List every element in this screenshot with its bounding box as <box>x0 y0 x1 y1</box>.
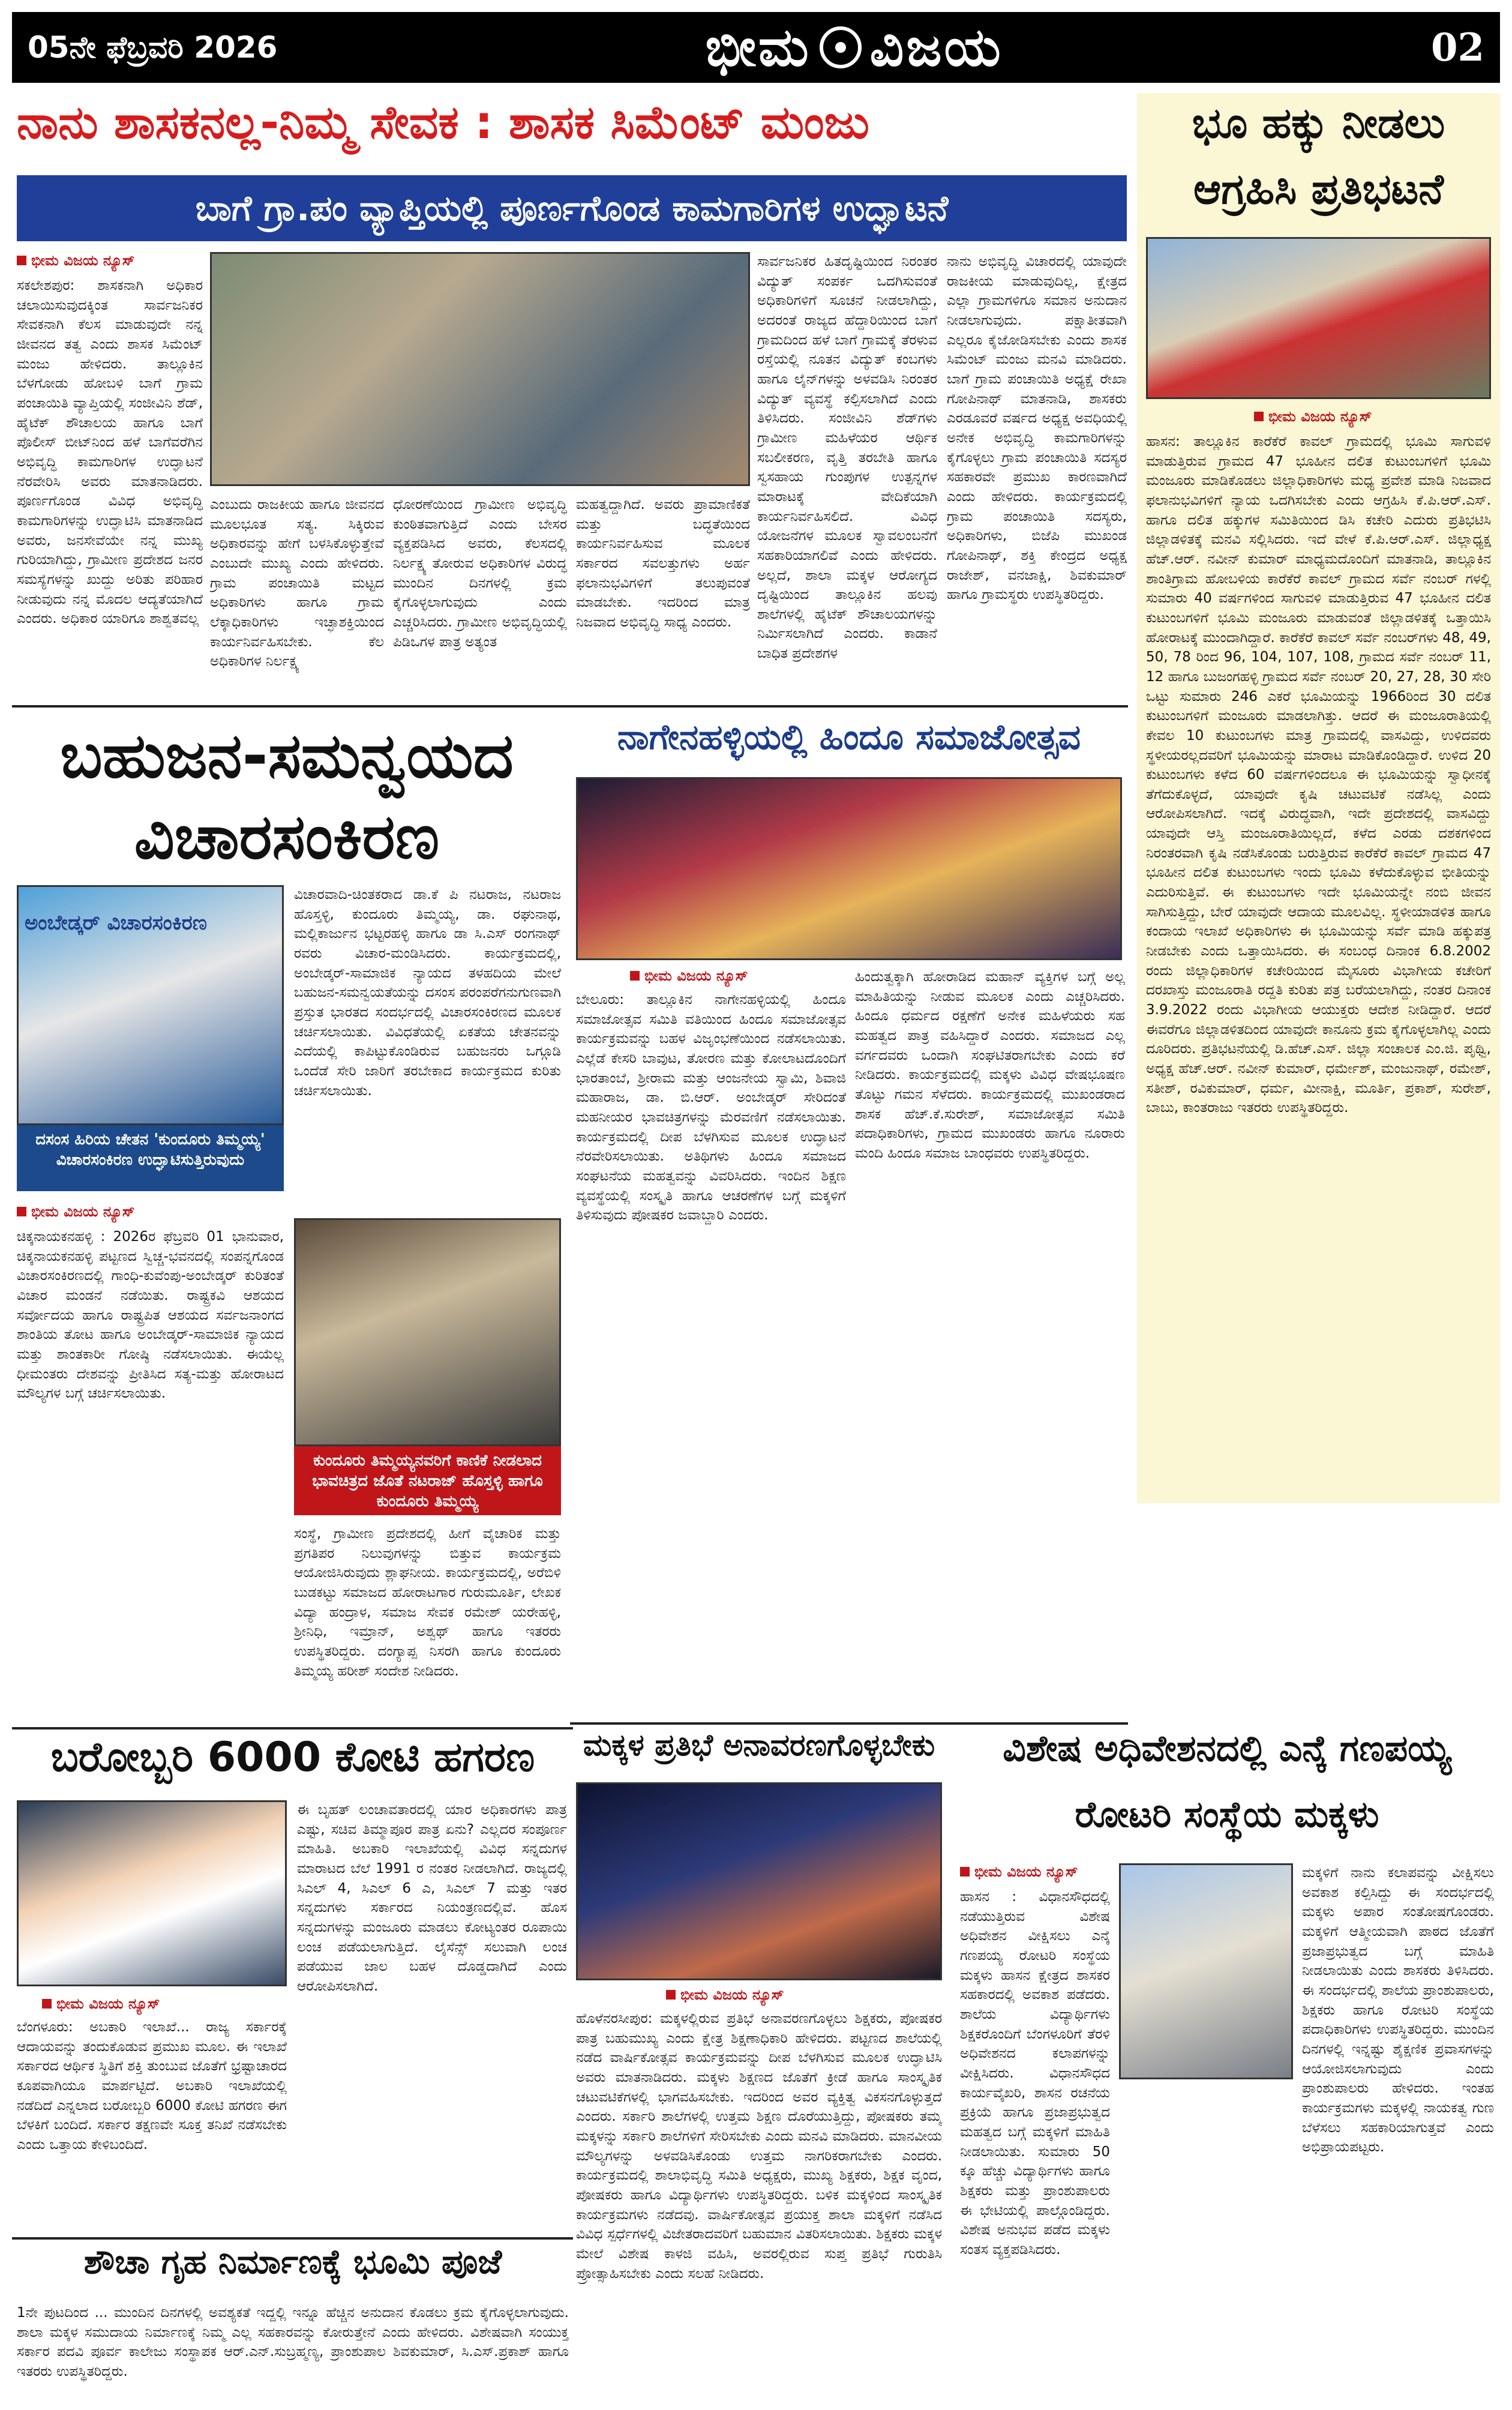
story4-headline: ನಾಗೇನಹಳ್ಳಿಯಲ್ಲಿ ಹಿಂದೂ ಸಮಾಜೋತ್ಸವ <box>617 717 1081 757</box>
story7-headline-line2: ರೋಟರಿ ಸಂಸ್ಥೆಯ ಮಕ್ಕಳು <box>1075 1794 1379 1836</box>
story1-col5: ಸಾರ್ವಜನಿಕರ ಹಿತದೃಷ್ಟಿಯಿಂದ ನಿರಂತರ ವಿದ್ಯುತ್ ಸಂಪರ್ಕ ಒದಗಿಸುವಂತೆ ಅಧಿಕಾರಿಗಳಿಗೆ ಸೂಚನೆ ನೀಡಲಾಗಿದ್ದು, ಅದರಂತೆ ರಾಜ್ಯದ ಹೆದ್ದಾರಿಯಿಂದ ಬಾಗೆ ಗ್ರಾಮದಿಂದ ಹಳೆ ಬಾಗೆ ಗ್ರಾಮಕ್ಕೆ ತೆರಳುವ ರಸ್ತೆಯಲ್ಲಿ ನೂತನ ವಿದ್ಯುತ್ ಕಂಬಗಳು ಹಾಗೂ ಲೈನ್‌ಗಳನ್ನು ಅಳವಡಿಸಿ ನಿರಂತರ ವಿದ್ಯುತ್ ವ್ಯವಸ್ಥೆ ಕಲ್ಪಿಸಲಾಗಿದೆ ಎಂದು ತಿಳಿಸಿದರು. ಸಂಜೀವಿನಿ ಶೆಡ್‌ಗಳು ಗ್ರಾಮೀಣ ಮಹಿಳೆಯರ ಆರ್ಥಿಕ ಸಬಲೀಕರಣ, ವೃತ್ತಿ ತರಬೇತಿ ಹಾಗೂ ಸ್ವಸಹಾಯ ಗುಂಪುಗಳ ಉತ್ಪನ್ನಗಳ ಮಾರಾಟಕ್ಕೆ ವೇದಿಕೆಯಾಗಿ ಕಾರ್ಯನಿರ್ವಹಿಸಲಿದೆ. ವಿವಿಧ ಯೋಜನೆಗಳ ಮೂಲಕ ಸ್ವಾವಲಂಬನೆಗೆ ಸಹಕಾರಿಯಾಗಲಿವೆ ಎಂದು ಹೇಳಿದರು. ಅಲ್ಲದೆ, ಶಾಲಾ ಮಕ್ಕಳ ಆರೋಗ್ಯದ ದೃಷ್ಟಿಯಿಂದ ತಾಲ್ಲೂಕಿನ ಹಲವು ಶಾಲೆಗಳಲ್ಲಿ ಹೈಟೆಕ್ ಶೌಚಾಲಯಗಳನ್ನು ನಿರ್ಮಿಸಲಾಗಿದೆ ಎಂದರು. ಕಾಡಾನೆ ಬಾಧಿತ ಪ್ರದೇಶಗಳ <box>757 254 937 662</box>
story3-caption1: ದಸಂಸ ಹಿರಿಯ ಚೇತನ 'ಕುಂದೂರು ತಿಮ್ಮಯ್ಯ' ವಿಚಾರಸಂಕಿರಣ ಉದ್ಘಾಟಿಸುತ್ತಿರುವುದು <box>17 1125 284 1191</box>
logo-text-left: ಭೀಮ <box>705 16 811 78</box>
story1-byline <box>17 252 203 271</box>
story3-byline <box>17 1203 284 1222</box>
story5-photo <box>17 1800 287 1986</box>
story7-col2: ಮಕ್ಕಳಿಗೆ ನಾನು ಕಲಾಪವನ್ನು ವೀಕ್ಷಿಸಲು ಅವಕಾಶ ಕಲ್ಪಿಸಿದ್ದು ಈ ಸಂದರ್ಭದಲ್ಲಿ ಮಕ್ಕಳು ಅಪಾರ ಸಂತೋಷಗೊಂಡರು. ಮಕ್ಕಳಿಗೆ ಆತ್ಮೀಯವಾಗಿ ಪಾಠದ ಜೊತೆಗೆ ಪ್ರಜಾಪ್ರಭುತ್ವದ ಬಗ್ಗೆ ಮಾಹಿತಿ ನೀಡಲಾಯಿತು ಎಂದು ಶಾಸಕರು ತಿಳಿಸಿದರು. ಈ ಸಂದರ್ಭದಲ್ಲಿ ಶಾಲೆಯ ಪ್ರಾಂಶುಪಾಲರು, ಶಿಕ್ಷಕರು ಹಾಗೂ ರೋಟರಿ ಸಂಸ್ಥೆಯ ಪದಾಧಿಕಾರಿಗಳು ಉಪಸ್ಥಿತರಿದ್ದರು. ಮುಂದಿನ ದಿನಗಳಲ್ಲಿ ಇನ್ನಷ್ಟು ಶೈಕ್ಷಣಿಕ ಪ್ರವಾಸಗಳನ್ನು ಆಯೋಜಿಸಲಾಗುವುದು ಎಂದು ಪ್ರಾಂಶುಪಾಲರು ಹೇಳಿದರು. ಇಂತಹ ಕಾರ್ಯಕ್ರಮಗಳು ಮಕ್ಕಳಲ್ಲಿ ನಾಯಕತ್ವ ಗುಣ ಬೆಳೆಸಲು ಸಹಕಾರಿಯಾಗುತ್ತವೆ ಎಂದು ಅಭಿಪ್ರಾಯಪಟ್ಟರು. <box>1302 1865 1494 2156</box>
story4-col1: ಬೇಲೂರು: ತಾಲ್ಲೂಕಿನ ನಾಗೇನಹಳ್ಳಿಯಲ್ಲಿ ಹಿಂದೂ ಸಮಾಜೋತ್ಸವ ಸಮಿತಿ ವತಿಯಿಂದ ಹಿಂದೂ ಸಮಾಜೋತ್ಸವ ಕಾರ್ಯಕ್ರಮವನ್ನು ಬಹಳ ವಿಜೃಂಭಣೆಯಿಂದ ನಡೆಸಲಾಯಿತು. ಎಲ್ಲೆಡೆ ಕೇಸರಿ ಬಾವುಟ, ತೋರಣ ಮತ್ತು ಕೋಲಾಟದೊಂದಿಗೆ ಭಾರತಾಂಬೆ, ಶ್ರೀರಾಮ ಮತ್ತು ಆಂಜನೇಯ ಸ್ವಾಮಿ, ಶಿವಾಜಿ ಮಹಾರಾಜ, ಡಾ. ಬಿ.ಆರ್. ಅಂಬೇಡ್ಕರ್ ಸೇರಿದಂತೆ ಮಹನೀಯರ ಭಾವಚಿತ್ರಗಳನ್ನು ಮೆರವಣಿಗೆ ನಡೆಸಲಾಯಿತು. ಕಾರ್ಯಕ್ರಮದಲ್ಲಿ ದೀಪ ಬೆಳಗಿಸುವ ಮೂಲಕ ಉದ್ಘಾಟನೆ ನೆರವೇರಿಸಲಾಯಿತು. ಅತಿಥಿಗಳು ಹಿಂದೂ ಸಮಾಜದ ಸಂಘಟನೆಯ ಮಹತ್ವವನ್ನು ವಿವರಿಸಿದರು. ಇಂದಿನ ಶಿಕ್ಷಣ ವ್ಯವಸ್ಥೆಯಲ್ಲಿ ಸಂಸ್ಕೃತಿ ಹಾಗೂ ಆಚರಣೆಗಳ ಬಗ್ಗೆ ಮಕ್ಕಳಿಗೆ ತಿಳಿಸುವುದು ಪೋಷಕರ ಜವಾಬ್ದಾರಿ ಎಂದರು. <box>576 992 846 1224</box>
story7-photo <box>1119 1863 1293 2079</box>
byline-text: ಭೀಮ ವಿಜಯ ನ್ಯೂಸ್ <box>17 1203 284 1220</box>
story1-col2: ಎಂಬುದು ರಾಜಕೀಯ ಹಾಗೂ ಜೀವನದ ಮೂಲಭೂತ ಸತ್ಯ. ಸಿಕ್ಕಿರುವ ಅಧಿಕಾರವನ್ನು ಹೇಗೆ ಬಳಸಿಕೊಳ್ಳುತ್ತೇವೆ ಎಂಬುದೇ ಮುಖ್ಯ ಎಂದು ಹೇಳಿದರು. ಗ್ರಾಮ ಪಂಚಾಯಿತಿ ಮಟ್ಟದ ಅಧಿಕಾರಿಗಳು ಹಾಗೂ ಗ್ರಾಮ ಲೆಕ್ಕಾಧಿಕಾರಿಗಳು ಇಚ್ಛಾಶಕ್ತಿಯಿಂದ ಕಾರ್ಯನಿರ್ವಹಿಸಬೇಕು. ಕೆಲ ಅಧಿಕಾರಿಗಳ ನಿರ್ಲಕ್ಷ್ಯ <box>210 497 384 670</box>
story3-text-b: ಚಿಕ್ಕನಾಯಕನಹಳ್ಳಿ : 2026ರ ಫೆಬ್ರವರಿ 01 ಭಾನುವಾರ, ಚಿಕ್ಕನಾಯಕನಹಳ್ಳಿ ಪಟ್ಟಣದ ಸ್ವಿಚ್ಚ-ಭವನದಲ್ಲಿ ಸಂಪನ್ನಗೊಂಡ ವಿಚಾರಸಂಕಿರಣದಲ್ಲಿ ಗಾಂಧಿ-ಕುವೆಂಪು-ಅಂಬೇಡ್ಕರ್ ಕುರಿತಂತೆ ವಿಚಾರ ಮಂಡನೆ ನಡೆಯಿತು. ರಾಷ್ಟ್ರಕವಿ ಆಶಯದ ಸರ್ವೋದಯ ಹಾಗೂ ರಾಷ್ಟ್ರಪಿತ ಆಶಯದ ಸರ್ವಜನಾಂಗದ ಶಾಂತಿಯ ತೋಟ ಹಾಗೂ ಅಂಬೇಡ್ಕರ್-ಸಾಮಾಜಿಕ ನ್ಯಾಯದ ಮತ್ತು ಶಾಂತಕಾರೀ ಗೋಷ್ಠಿ ನಡೆಸಲಾಯಿತು. ಈಯೆಲ್ಲ ಧೀಮಂತರು ದೇಶವನ್ನು ಪ್ರೀತಿಸಿದ ಸತ್ಯ-ಮತ್ತು ಹೋರಾಟದ ಮೌಲ್ಯಗಳ ಬಗ್ಗೆ ಚರ್ಚಿಸಲಾಯಿತು. <box>17 1229 284 1402</box>
story1-col3: ಧೋರಣೆಯಿಂದ ಗ್ರಾಮೀಣ ಅಭಿವೃದ್ಧಿ ಕುಂಠಿತವಾಗುತ್ತಿದೆ ಎಂದು ಬೇಸರ ವ್ಯಕ್ತಪಡಿಸಿದ ಅವರು, ಕೆಲಸದಲ್ಲಿ ನಿರ್ಲಕ್ಷ್ಯ ತೋರುವ ಅಧಿಕಾರಿಗಳ ವಿರುದ್ಧ ಮುಂದಿನ ದಿನಗಳಲ್ಲಿ ಕ್ರಮ ಕೈಗೊಳ್ಳಲಾಗುವುದು ಎಂದು ಎಚ್ಚರಿಸಿದರು. ಗ್ರಾಮೀಣ ಅಭಿವೃದ್ಧಿಯಲ್ಲಿ ಪಿಡಿಒಗಳ ಪಾತ್ರ ಅತ್ಯಂತ <box>393 497 567 650</box>
story2-photo <box>1146 237 1491 399</box>
divider <box>570 1722 1128 1725</box>
story6-text: ಹೊಳೆನರಸೀಪುರ: ಮಕ್ಕಳಲ್ಲಿರುವ ಪ್ರತಿಭೆ ಅನಾವರಣಗೊಳ್ಳಲು ಶಿಕ್ಷಕರು, ಪೋಷಕರ ಪಾತ್ರ ಬಹುಮುಖ್ಯ ಎಂದು ಕ್ಷೇತ್ರ ಶಿಕ್ಷಣಾಧಿಕಾರಿ ಹೇಳಿದರು. ಪಟ್ಟಣದ ಶಾಲೆಯಲ್ಲಿ ನಡೆದ ವಾರ್ಷಿಕೋತ್ಸವ ಕಾರ್ಯಕ್ರಮವನ್ನು ದೀಪ ಬೆಳಗಿಸುವ ಮೂಲಕ ಉದ್ಘಾಟಿಸಿ ಅವರು ಮಾತನಾಡಿದರು. ಮಕ್ಕಳು ಶಿಕ್ಷಣದ ಜೊತೆಗೆ ಕ್ರೀಡೆ ಹಾಗೂ ಸಾಂಸ್ಕೃತಿಕ ಚಟುವಟಿಕೆಗಳಲ್ಲಿ ಭಾಗವಹಿಸಬೇಕು. ಇದರಿಂದ ಅವರ ವ್ಯಕ್ತಿತ್ವ ವಿಕಸನಗೊಳ್ಳುತ್ತದೆ ಎಂದರು. ಸರ್ಕಾರಿ ಶಾಲೆಗಳಲ್ಲಿ ಉತ್ತಮ ಶಿಕ್ಷಣ ದೊರೆಯುತ್ತಿದ್ದು, ಪೋಷಕರು ತಮ್ಮ ಮಕ್ಕಳನ್ನು ಸರ್ಕಾರಿ ಶಾಲೆಗಳಿಗೆ ಸೇರಿಸಬೇಕು ಎಂದು ಮನವಿ ಮಾಡಿದರು. ಮಾನವೀಯ ಮೌಲ್ಯಗಳನ್ನು ಅಳವಡಿಸಿಕೊಂಡು ಉತ್ತಮ ನಾಗರಿಕರಾಗಬೇಕು ಎಂದರು. ಕಾರ್ಯಕ್ರಮದಲ್ಲಿ ಶಾಲಾಭಿವೃದ್ಧಿ ಸಮಿತಿ ಅಧ್ಯಕ್ಷರು, ಮುಖ್ಯ ಶಿಕ್ಷಕರು, ಶಿಕ್ಷಕ ವೃಂದ, ಪೋಷಕರು ಹಾಗೂ ವಿದ್ಯಾರ್ಥಿಗಳು ಉಪಸ್ಥಿತರಿದ್ದರು. ಬಳಿಕ ಮಕ್ಕಳಿಂದ ಸಾಂಸ್ಕೃತಿಕ ಕಾರ್ಯಕ್ರಮಗಳು ನಡೆದವು. ವಾರ್ಷಿಕೋತ್ಸವ ಪ್ರಯುಕ್ತ ಶಾಲಾ ಮಕ್ಕಳಿಗೆ ನಡೆಸಿದ ವಿವಿಧ ಸ್ಪರ್ಧೆಗಳಲ್ಲಿ ವಿಜೇತರಾದವರಿಗೆ ಬಹುಮಾನ ವಿತರಿಸಲಾಯಿತು. ಶಿಕ್ಷಕರು ಮಕ್ಕಳ ಮೇಲೆ ವಿಶೇಷ ಕಾಳಜಿ ವಹಿಸಿ, ಅವರಲ್ಲಿರುವ ಸುಪ್ತ ಪ್ರತಿಭೆ ಗುರುತಿಸಿ ಪ್ರೋತ್ಸಾಹಿಸಬೇಕು ಎಂದು ಸಲಹೆ ನೀಡಿದರು. <box>576 2011 942 2282</box>
divider <box>12 2237 573 2240</box>
story2-byline <box>1254 408 1434 427</box>
story4-col2: ಹಿಂದುತ್ವಕ್ಕಾಗಿ ಹೋರಾಡಿದ ಮಹಾನ್ ವ್ಯಕ್ತಿಗಳ ಬಗ್ಗೆ ಅಲ್ಲ ಮಾಹಿತಿಯನ್ನು ನೀಡುವ ಮೂಲಕ ಎಂದು ಎಚ್ಚರಿಸಿದರು. ಹಿಂದೂ ಧರ್ಮದ ರಕ್ಷಣೆಗೆ ಅನೇಕ ಮಹಿಳೆಯರು ಸಹ ಮಹತ್ವದ ಪಾತ್ರ ವಹಿಸಿದ್ದಾರೆ ಎಂದರು. ಸಮಾಜದ ಎಲ್ಲ ವರ್ಗದವರು ಒಂದಾಗಿ ಸಂಘಟಿತರಾಗಬೇಕು ಎಂದು ಕರೆ ನೀಡಿದರು. ಕಾರ್ಯಕ್ರಮದಲ್ಲಿ ಮಕ್ಕಳು ವಿವಿಧ ವೇಷಭೂಷಣ ತೊಟ್ಟು ಗಮನ ಸೆಳೆದರು. ಕಾರ್ಯಕ್ರಮದಲ್ಲಿ ಮುಖಂಡರಾದ ಶಾಸಕ ಹೆಚ್.ಕೆ.ಸುರೇಶ್, ಸಮಾಜೋತ್ಸವ ಸಮಿತಿ ಪದಾಧಿಕಾರಿಗಳು, ಗ್ರಾಮದ ಮುಖಂಡರು ಹಾಗೂ ನೂರಾರು ಮಂದಿ ಹಿಂದೂ ಸಮಾಜ ಬಾಂಧವರು ಉಪಸ್ಥಿತರಿದ್ದರು. <box>855 969 1125 1161</box>
story6-photo <box>576 1782 942 1980</box>
story3-headline-line1: ಬಹುಜನ-ಸಮನ್ವಯದ <box>60 719 514 792</box>
story3-photo2 <box>294 1218 561 1446</box>
poster-banner-text: ಅಂಬೇಡ್ಕರ್ ವಿಚಾರಸಂಕಿರಣ <box>25 911 207 935</box>
divider <box>12 705 1128 708</box>
story3-photo1 <box>17 885 284 1125</box>
story6-byline <box>666 1986 846 2006</box>
story1-headline: ನಾನು ಶಾಸಕನಲ್ಲ-ನಿಮ್ಮ ಸೇವಕ : ಶಾಸಕ ಸಿಮೆಂಟ್ ಮಂಜು <box>17 96 869 149</box>
byline-text: ಭೀಮ ವಿಜಯ ನ್ಯೂಸ್ <box>1254 408 1434 425</box>
story5-text-a: ಈ ಬೃಹತ್ ಲಂಚಾವತಾರದಲ್ಲಿ ಯಾರ ಅಧಿಕಾರಗಳು ಪಾತ್ರ ಎಷ್ಟು, ಸಚಿವ ತಿಮ್ಮಾಪೂರ ಪಾತ್ರ ಏನು? ಎಲ್ಲದರ ಸಂಪೂರ್ಣ ಮಾಹಿತಿ. ಅಬಕಾರಿ ಇಲಾಖೆಯಲ್ಲಿ ವಿವಿಧ ಸನ್ನದುಗಳ ಮಾರಾಟದ ಬೆಲೆ 1991 ರ ನಂತರ ನೀಡಲಾಗಿದೆ. ರಾಜ್ಯದಲ್ಲಿ ಸಿಎಲ್ 4, ಸಿಎಲ್ 6 ಎ, ಸಿಎಲ್ 7 ಮತ್ತು ಇತರ ಸನ್ನದುಗಳು ಸರ್ಕಾರದ ನಿಯಂತ್ರಣದಲ್ಲಿವೆ. ಹೊಸ ಸನ್ನದುಗಳನ್ನು ಮಂಜೂರು ಮಾಡಲು ಕೋಟ್ಯಂತರ ರೂಪಾಯಿ ಲಂಚ ಪಡೆಯಲಾಗುತ್ತಿದೆ. ಲೈಸೆನ್ಸ್ ಸಲುವಾಗಿ ಲಂಚ ಪಡೆಯುವ ಜಾಲ ಬಹಳ ದೊಡ್ಡದಾಗಿದೆ ಎಂದು ಆರೋಪಿಸಲಾಗಿದೆ. <box>297 1802 567 1994</box>
story1-subhead: ಬಾಗೆ ಗ್ರಾ.ಪಂ ವ್ಯಾಪ್ತಿಯಲ್ಲಿ ಪೂರ್ಣಗೊಂಡ ಕಾಮಗಾರಿಗಳ ಉದ್ಘಾಟನೆ <box>17 175 1127 241</box>
story5-text-b: ಬೆಂಗಳೂರು: ಅಬಕಾರಿ ಇಲಾಖೆ... ರಾಜ್ಯ ಸರ್ಕಾರಕ್ಕೆ ಆದಾಯವನ್ನು ತಂದುಕೊಡುವ ಪ್ರಮುಖ ಮೂಲ. ಈ ಇಲಾಖೆ ಸರ್ಕಾರದ ಆರ್ಥಿಕ ಸ್ಥಿತಿಗೆ ಶಕ್ತಿ ತುಂಬುವ ಜೊತೆಗೆ ಭ್ರಷ್ಟಾಚಾರದ ಕೂಪವಾಗಿಯೂ ಮಾರ್ಪಟ್ಟಿದೆ. ಅಬಕಾರಿ ಇಲಾಖೆಯಲ್ಲಿ ನಡೆದಿದೆ ಎನ್ನಲಾದ ಬರೋಬ್ಬರಿ 6000 ಕೋಟಿ ಹಗರಣ ಈಗ ಬೆಳಕಿಗೆ ಬಂದಿದೆ. ಸರ್ಕಾರ ತಕ್ಷಣವೇ ಸೂಕ್ತ ತನಿಖೆ ನಡೆಸಬೇಕು ಎಂದು ಒತ್ತಾಯ ಕೇಳಿಬಂದಿದೆ. <box>17 2019 287 2153</box>
ashoka-chakra-icon <box>820 26 862 68</box>
story7-byline <box>960 1863 1140 1883</box>
story2-headline-line1: ಭೂ ಹಕ್ಕು ನೀಡಲು <box>1192 98 1445 148</box>
story2-text: ಹಾಸನ: ತಾಲ್ಲೂಕಿನ ಕಾರೆಕೆರೆ ಕಾವಲ್ ಗ್ರಾಮದಲ್ಲಿ ಭೂಮಿ ಸಾಗುವಳಿ ಮಾಡುತ್ತಿರುವ ಗ್ರಾಮದ 47 ಭೂಹೀನ ದಲಿತ ಕುಟುಂಬಗಳಿಗೆ ಭೂಮಿ ಮಂಜೂರು ಮಾಡಿಕೊಡಲು ಜಿಲ್ಲಾಧಿಕಾರಿಗಳು ಮಧ್ಯ ಪ್ರವೇಶ ಮಾಡಿ ನಿಜವಾದ ಫಲಾನುಭವಿಗಳಿಗೆ ನ್ಯಾಯ ಒದಗಿಸಬೇಕು ಎಂದು ಆಗ್ರಹಿಸಿ ಕೆ.ಪಿ.ಆರ್.ಎಸ್. ಹಾಗೂ ದಲಿತ ಹಕ್ಕುಗಳ ಸಮಿತಿಯಿಂದ ಡಿಸಿ ಕಚೇರಿ ಎದುರು ಪ್ರತಿಭಟಿಸಿ ಜಿಲ್ಲಾಡಳಿತಕ್ಕೆ ಮನವಿ ಸಲ್ಲಿಸಿದರು. ಇದೆ ವೇಳೆ ಕೆ.ಪಿ.ಆರ್.ಎಸ್. ಜಿಲ್ಲಾಧ್ಯಕ್ಷ ಹೆಚ್.ಆರ್. ನವೀನ್ ಕುಮಾರ್ ಮಾಧ್ಯಮದೊಂದಿಗೆ ಮಾತನಾಡಿ, ತಾಲ್ಲೂಕಿನ ಶಾಂತಿಗ್ರಾಮ ಹೋಬಳಿಯ ಕಾರೆಕೆರೆ ಕಾವಲ್ ಗ್ರಾಮದ ಸರ್ವೆ ನಂಬರ್ ಗಳಲ್ಲಿ ಸುಮಾರು 40 ವರ್ಷಗಳಿಂದ ಸಾಗುವಳಿ ಮಾಡುತ್ತಿರುವ 47 ಭೂಹೀನ ದಲಿತ ಕುಟುಂಬಗಳಿಗೆ ಭೂಮಿ ಮಂಜೂರು ಮಾಡುವಂತೆ ಜಿಲ್ಲಾಡಳಿತಕ್ಕೆ ಒತ್ತಾಯಿಸಿ ಹೋರಾಟಕ್ಕೆ ಮುಂದಾಗಿದ್ದಾರೆ. ಕಾರೆಕೆರೆ ಕಾವಲ್ ಸರ್ವೆ ನಂಬರ್‌ಗಳು 48, 49, 50, 78 ರಿಂದ 96, 104, 107, 108, ಗ್ರಾಮದ ಸರ್ವೆ ನಂಬರ್ 11, 12 ಹಾಗೂ ಬುಜಂಗಹಳ್ಳಿ ಗ್ರಾಮದ ಸರ್ವೆ ನಂಬರ್ 20, 27, 28, 30 ಸೇರಿ ಒಟ್ಟು ಸುಮಾರು 246 ಎಕರೆ ಭೂಮಿಯನ್ನು 1966ರಿಂದ 30 ದಲಿತ ಕುಟುಂಬಗಳಿಗೆ ಮಂಜೂರು ಮಾಡಲಾಗಿತ್ತು. ಆದರೆ ಈ ಮಂಜೂರಾತಿಯಲ್ಲಿ ಕೇವಲ 10 ಕುಟುಂಬಗಳು ಮಾತ್ರ ಗ್ರಾಮದಲ್ಲಿ ವಾಸವಿದ್ದು, ಉಳಿದವರು ಸ್ಥಳೀಯರಲ್ಲದವರಿಗೆ ಭೂಮಿಯನ್ನು ಮಾರಾಟ ಮಾಡಿಕೊಂಡಿದ್ದಾರೆ. ಉಳಿದ 20 ಕುಟುಂಬಗಳು ಕಳೆದ 60 ವರ್ಷಗಳಿಂದಲೂ ಈ ಭೂಮಿಯನ್ನು ಸ್ವಾಧೀನಕ್ಕೆ ತೆಗೆದುಕೊಳ್ಳದೆ, ಯಾವುದೇ ಕೃಷಿ ಚಟುವಟಿಕೆ ನಡೆಸಿಲ್ಲ ಎಂದು ಆರೋಪಿಸಲಾಗಿದೆ. ಇದಕ್ಕೆ ವಿರುದ್ಧವಾಗಿ, ಇದೇ ಪ್ರದೇಶದಲ್ಲಿ ವಾಸವಿದ್ದು ಯಾವುದೇ ಆಸ್ತಿ ಮಂಜೂರಾತಿಯಿಲ್ಲದೆ, ಕಳೆದ ಎರಡು ದಶಕಗಳಿಂದ ನಿರಂತರವಾಗಿ ಕೃಷಿ ನಡೆಸಿಕೊಂಡು ಬರುತ್ತಿರುವ ಕಾರೆಕೆರೆ ಕಾವಲ್ ಗ್ರಾಮದ 47 ಭೂಹೀನ ದಲಿತ ಕುಟುಂಬಗಳು ಇಂದು ಭೂಮಿ ಕಳೆದುಕೊಳ್ಳುವ ಭೀತಿಯನ್ನು ಎದುರಿಸುತ್ತಿವೆ. ಈ ಕುಟುಂಬಗಳು ಇದೇ ಭೂಮಿಯನ್ನೇ ನಂಬಿ ಜೀವನ ಸಾಗಿಸುತ್ತಿದ್ದು, ಬೇರೆ ಯಾವುದೇ ಆದಾಯ ಮೂಲವಿಲ್ಲ. ಸ್ಥಳೀಯಾಡಳಿತ ಹಾಗೂ ಕಂದಾಯ ಇಲಾಖೆ ಅಧಿಕಾರಿಗಳು ಈ ಭೂಮಿಯನ್ನು ಸರ್ವೆ ಮಾಡಿ ಹಕ್ಕುಪತ್ರ ನೀಡಬೇಕು ಎಂದು ಒತ್ತಾಯಿಸಿದರು. ಈ ಸಂಬಂಧ ದಿನಾಂಕ 6.8.2002 ರಂದು ಜಿಲ್ಲಾಧಿಕಾರಿಗಳ ಕಚೇರಿಯಿಂದ ಮೈಸೂರು ವಿಭಾಗೀಯ ಕಚೇರಿಗೆ ದರಖಾಸ್ತು ಮಂಜೂರಾತಿ ರದ್ದತಿ ಕುರಿತು ಪತ್ರ ಬರೆಯಲಾಗಿದ್ದು, ನಂತರ ದಿನಾಂಕ 3.9.2022 ರಂದು ವಿಭಾಗೀಯ ಆಯುಕ್ತರು ಆದೇಶ ನೀಡಿದ್ದಾರೆ. ಆದರೆ ಈವರೆಗೂ ಜಿಲ್ಲಾಡಳಿತದಿಂದ ಯಾವುದೇ ಕಾನೂನು ಕ್ರಮ ಕೈಗೊಳ್ಳಲಾಗಿಲ್ಲ ಎಂದು ದೂರಿದರು. ಪ್ರತಿಭಟನೆಯಲ್ಲಿ ಡಿ.ಹೆಚ್.ಎಸ್. ಜಿಲ್ಲಾ ಸಂಚಾಲಕ ಎಂ.ಜಿ. ಪೃಥ್ವಿ, ಅಧ್ಯಕ್ಷ ಹೆಚ್.ಆರ್. ನವೀನ್ ಕುಮಾರ್, ಧರ್ಮೇಶ್, ಮಂಜುನಾಥ್, ರಮೇಶ್, ಸತೀಶ್, ರವಿಕುಮಾರ್, ಧರ್ಮ, ಮೀನಾಕ್ಷಿ, ಮೂರ್ತಿ, ಪ್ರಕಾಶ್, ಸುರೇಶ್, ಬಾಬು, ಕಾಂತರಾಜು ಇತರರು ಉಪಸ್ಥಿತರಿದ್ದರು. <box>1146 434 1491 1116</box>
story5-byline <box>42 1995 282 2015</box>
byline-text: ಭೀಮ ವಿಜಯ ನ್ಯೂಸ್ <box>630 967 810 984</box>
newspaper-logo <box>705 16 1003 79</box>
story4-byline <box>630 967 810 987</box>
story1-photo <box>210 252 750 486</box>
story6-headline: ಮಕ್ಕಳ ಪ್ರತಿಭೆ ಅನಾವರಣಗೊಳ್ಳಬೇಕು <box>583 1728 935 1762</box>
logo-text-right: ವಿಜಯ <box>869 16 1003 78</box>
story1-col1: ಸಕಲೇಶಪುರ: ಶಾಸಕನಾಗಿ ಅಧಿಕಾರ ಚಲಾಯಿಸುವುದಕ್ಕಿಂತ ಸಾರ್ವಜನಿಕರ ಸೇವಕನಾಗಿ ಕೆಲಸ ಮಾಡುವುದೇ ನನ್ನ ಜೀವನದ ತತ್ವ ಎಂದು ಶಾಸಕ ಸಿಮೆಂಟ್ ಮಂಜು ಹೇಳಿದರು. ತಾಲ್ಲೂಕಿನ ಬೆಳಗೋಡು ಹೋಬಳಿ ಬಾಗೆ ಗ್ರಾಮ ಪಂಚಾಯಿತಿ ವ್ಯಾಪ್ತಿಯಲ್ಲಿ ಸಂಜೀವಿನಿ ಶೆಡ್, ಹೈಟೆಕ್ ಶೌಚಾಲಯ ಹಾಗೂ ಬಾಗೆ ಪೊಲೀಸ್ ಬೀಟ್‌ನಿಂದ ಹಳೆ ಬಾಗೆವರೆಗಿನ ಅಭಿವೃದ್ಧಿ ಕಾಮಗಾರಿಗಳ ಉದ್ಘಾಟನೆ ನೆರವೇರಿಸಿ ಅವರು ಮಾತನಾಡಿದರು. ಪೂರ್ಣಗೊಂಡ ವಿವಿಧ ಅಭಿವೃದ್ಧಿ ಕಾಮಗಾರಿಗಳನ್ನು ಉದ್ಘಾಟಿಸಿ ಮಾತನಾಡಿದ ಅವರು, ಜನಸೇವೆಯೇ ನನ್ನ ಮುಖ್ಯ ಗುರಿಯಾಗಿದ್ದು, ಗ್ರಾಮೀಣ ಪ್ರದೇಶದ ಜನರ ಸಮಸ್ಯೆಗಳನ್ನು ಖುದ್ದು ಅರಿತು ಪರಿಹಾರ ನೀಡುವುದು ನನ್ನ ಮೊದಲ ಆದ್ಯತೆಯಾಗಿದೆ ಎಂದರು. ಅಧಿಕಾರ ಯಾರಿಗೂ ಶಾಶ್ವತವಲ್ಲ <box>17 278 203 627</box>
story3-text-c: ಸಂಸ್ಥೆ, ಗ್ರಾಮೀಣ ಪ್ರದೇಶದಲ್ಲಿ ಹೀಗೆ ವೈಚಾರಿಕ ಮತ್ತು ಪ್ರಗತಿಪರ ನಿಲುವುಗಳನ್ನು ಬಿತ್ತುವ ಕಾರ್ಯಕ್ರಮ ಆಯೋಜಿಸಿರುವುದು ಶ್ಲಾಘನೀಯ. ಕಾರ್ಯಕ್ರಮದಲ್ಲಿ, ಅರೆಬಿಳಿ ಬುಡಕಟ್ಟು ಸಮಾಜದ ಹೋರಾಟಗಾರ ಗುರುಮೂರ್ತಿ, ಲೇಖಕ ವಿದ್ಯಾ ಹಂದ್ರಾಳ, ಸಮಾಜ ಸೇವಕ ರಮೇಶ್ ಯರೇಹಳ್ಳಿ, ಶ್ರೀನಿಧಿ, ಇಮ್ರಾನ್, ಅಶ್ವಥ್ ಹಾಗೂ ಇತರರು ಉಪಸ್ಥಿತರಿದ್ದರು. ದಂಗ್ಯಾಪ್ಪ ನಿಸರಗಿ ಹಾಗೂ ಕುಂದೂರು ತಿಮ್ಮಯ್ಯ ಹರೀಶ್ ಸಂದೇಶ ನೀಡಿದರು. <box>294 1526 561 1679</box>
story1-col4: ಮಹತ್ವದ್ದಾಗಿದೆ. ಅವರು ಪ್ರಾಮಾಣಿಕತೆ ಮತ್ತು ಬದ್ಧತೆಯಿಂದ ಕಾರ್ಯನಿರ್ವಹಿಸುವ ಮೂಲಕ ಸರ್ಕಾರದ ಸವಲತ್ತುಗಳು ಅರ್ಹ ಫಲಾನುಭವಿಗಳಿಗೆ ತಲುಪುವಂತೆ ಮಾಡಬೇಕು. ಇದರಿಂದ ಮಾತ್ರ ನಿಜವಾದ ಅಭಿವೃದ್ಧಿ ಸಾಧ್ಯ ಎಂದರು. <box>576 497 750 630</box>
divider <box>12 1727 573 1729</box>
story3-headline-line2: ವಿಚಾರಸಂಕಿರಣ <box>134 800 440 873</box>
story7-headline-line1: ವಿಶೇಷ ಅಧಿವೇಶನದಲ್ಲಿ ಎನ್ಕೆ ಗಣಪಯ್ಯ <box>1003 1728 1451 1770</box>
masthead <box>12 12 1500 83</box>
story5-headline: ಬರೋಬ್ಬರಿ 6000 ಕೋಟಿ ಹಗರಣ <box>50 1734 535 1781</box>
story8-text: 1ನೇ ಪುಟದಿಂದ ... ಮುಂದಿನ ದಿನಗಳಲ್ಲಿ ಅವಶ್ಯಕತೆ ಇದ್ದಲ್ಲಿ ಇನ್ನೂ ಹೆಚ್ಚಿನ ಅನುದಾನ ಕೊಡಲು ಕ್ರಮ ಕೈಗೊಳ್ಳಲಾಗುವುದು. ಶಾಲಾ ಮಕ್ಕಳ ಸಮುದಾಯ ನಿರ್ಮಾಣಕ್ಕೆ ನಿಮ್ಮ ಎಲ್ಲ ಸಹಕಾರವನ್ನು ಕೋರುತ್ತೇನೆ ಎಂದು ಹೇಳಿದರು. ವಿಶೇಷವಾಗಿ ಸಂಯುಕ್ತ ಸರ್ಕಾರ ಪದವಿ ಪೂರ್ವ ಕಾಲೇಜು ಸಂಸ್ಥಾಪಕ ಆರ್.ಎನ್.ಸುಬ್ರಹ್ಮಣ್ಯ, ಪ್ರಾಂಶುಪಾಲ ಶಿವಕುಮಾರ್, ಸಿ.ಎಸ್.ಪ್ರಕಾಶ್ ಹಾಗೂ ಇತರರು ಉಪಸ್ಥಿತರಿದ್ದರು. <box>17 2305 569 2379</box>
story2-headline-line2: ಆಗ್ರಹಿಸಿ ಪ್ರತಿಭಟನೆ <box>1193 164 1444 214</box>
story4-photo <box>576 777 1122 960</box>
story1-col6: ನಾನು ಅಭಿವೃದ್ಧಿ ವಿಚಾರದಲ್ಲಿ ಯಾವುದೇ ರಾಜಕೀಯ ಮಾಡುವುದಿಲ್ಲ, ಕ್ಷೇತ್ರದ ಎಲ್ಲಾ ಗ್ರಾಮಗಳಿಗೂ ಸಮಾನ ಅನುದಾನ ನೀಡಲಾಗುವುದು. ಪಕ್ಷಾತೀತವಾಗಿ ಎಲ್ಲರೂ ಕೈಜೋಡಿಸಬೇಕು ಎಂದು ಶಾಸಕ ಸಿಮೆಂಟ್ ಮಂಜು ಮನವಿ ಮಾಡಿದರು. ಬಾಗೆ ಗ್ರಾಮ ಪಂಚಾಯಿತಿ ಅಧ್ಯಕ್ಷೆ ರೇಖಾ ಗೋಪಿನಾಥ್ ಮಾತನಾಡಿ, ಶಾಸಕರು ಎರಡೂವರೆ ವರ್ಷದ ಅಧ್ಯಕ್ಷ ಅವಧಿಯಲ್ಲಿ ಅನೇಕ ಅಭಿವೃದ್ಧಿ ಕಾಮಗಾರಿಗಳನ್ನು ಕೈಗೊಳ್ಳಲು ಗ್ರಾಮ ಪಂಚಾಯಿತಿ ಸದಸ್ಯರ ಸಹಕಾರವೇ ಪ್ರಮುಖ ಕಾರಣವಾಗಿದೆ ಎಂದು ಹೇಳಿದರು. ಕಾರ್ಯಕ್ರಮದಲ್ಲಿ ಗ್ರಾಮ ಪಂಚಾಯಿತಿ ಸದಸ್ಯರು, ಅಧಿಕಾರಿಗಳು, ಬಿಜೆಪಿ ಮುಖಂಡ ಗೋಪಿನಾಥ್, ಶಕ್ತಿ ಕೇಂದ್ರದ ಅಧ್ಯಕ್ಷ ರಾಜೇಶ್, ವನಜಾಕ್ಷಿ, ಶಿವಕುಮಾರ್ ಹಾಗೂ ಗ್ರಾಮಸ್ಥರು ಉಪಸ್ಥಿತರಿದ್ದರು. <box>947 254 1127 603</box>
byline-text: ಭೀಮ ವಿಜಯ ನ್ಯೂಸ್ <box>666 1986 846 2003</box>
byline-text: ಭೀಮ ವಿಜಯ ನ್ಯೂಸ್ <box>960 1863 1140 1880</box>
story3-text-a: ವಿಚಾರವಾದಿ-ಚಿಂತಕರಾದ ಡಾ.ಕೆ ಪಿ ನಟರಾಜ, ನಟರಾಜ ಹೊಸ್ತಳ್ಳಿ, ಕುಂದೂರು ತಿಮ್ಮಯ್ಯ, ಡಾ. ರಘುನಾಥ, ಮಲ್ಲಿಕಾರ್ಜುನ ಭಟ್ಟರಹಳ್ಳಿ ಹಾಗೂ ಡಾ ಸಿ.ಎಸ್ ರಂಗನಾಥ್ ರವರು ವಿಚಾರ-ಮಂಡಿಸಿದರು. ಕಾರ್ಯಕ್ರಮದಲ್ಲಿ, ಅಂಬೇಡ್ಕರ್-ಸಾಮಾಜಿಕ ನ್ಯಾಯದ ತಳಹದಿಯ ಮೇಲೆ ಬಹುಜನ-ಸಮನ್ವಯತೆಯನ್ನು ದಸಂಸ ಪರಂಪರೆಗನುಗುಣವಾಗಿ ಪ್ರಸ್ತುತ ಭಾರತದ ಸಂದರ್ಭದಲ್ಲಿ ವಿಚಾರಸಂಕಿರಣದ ಮೂಲಕ ಚರ್ಚಿಸಲಾಯಿತು. ವಿವಿಧತೆಯಲ್ಲಿ ಏಕತೆಯ ಚೇತನವನ್ನು ಎದೆಯಲ್ಲಿ ಕಾಪಿಟ್ಟುಕೊಂಡಿರುವ ಬಹುಜನರು ಒಗ್ಗೂಡಿ ಒಂದೆಡೆ ಸೇರಿ ಜಾರಿಗೆ ತರಬೇಕಾದ ಕಾರ್ಯಕ್ರಮದ ಕುರಿತು ಚರ್ಚಿಸಲಾಯಿತು. <box>294 887 561 1099</box>
byline-text: ಭೀಮ ವಿಜಯ ನ್ಯೂಸ್ <box>42 1995 282 2012</box>
issue-date: 05ನೇ ಫೆಬ್ರವರಿ 2026 <box>28 29 278 65</box>
story7-col1: ಹಾಸನ : ವಿಧಾನಸೌಧದಲ್ಲಿ ನಡೆಯುತ್ತಿರುವ ವಿಶೇಷ ಅಧಿವೇಶನ ವೀಕ್ಷಿಸಲು ಎನ್ಕೆ ಗಣಪಯ್ಯ ರೋಟರಿ ಸಂಸ್ಥೆಯ ಮಕ್ಕಳು ಹಾಸನ ಕ್ಷೇತ್ರದ ಶಾಸಕರ ಸಹಕಾರದಲ್ಲಿ ಅವಕಾಶ ಪಡೆದರು. ಶಾಲೆಯ ವಿದ್ಯಾರ್ಥಿಗಳು ಶಿಕ್ಷಕರೊಂದಿಗೆ ಬೆಂಗಳೂರಿಗೆ ತೆರಳಿ ಅಧಿವೇಶನದ ಕಲಾಪಗಳನ್ನು ವೀಕ್ಷಿಸಿದರು. ವಿಧಾನಸೌಧದ ಕಾರ್ಯವೈಖರಿ, ಶಾಸನ ರಚನೆಯ ಪ್ರಕ್ರಿಯೆ ಹಾಗೂ ಪ್ರಜಾಪ್ರಭುತ್ವದ ಮಹತ್ವದ ಬಗ್ಗೆ ಮಕ್ಕಳಿಗೆ ಮಾಹಿತಿ ನೀಡಲಾಯಿತು. ಸುಮಾರು 50 ಕ್ಕೂ ಹೆಚ್ಚು ವಿದ್ಯಾರ್ಥಿಗಳು ಹಾಗೂ ಶಿಕ್ಷಕರು ಮತ್ತು ಪ್ರಾಂಶುಪಾಲರು ಈ ಭೇಟಿಯಲ್ಲಿ ಪಾಲ್ಗೊಂಡಿದ್ದರು. ವಿಶೇಷ ಅನುಭವ ಪಡೆದ ಮಕ್ಕಳು ಸಂತಸ ವ್ಯಕ್ತಪಡಿಸಿದರು. <box>960 1889 1110 2258</box>
story8-headline: ಶೌಚಾ ಗೃಹ ನಿರ್ಮಾಣಕ್ಕೆ ಭೂಮಿ ಪೂಜೆ <box>83 2243 502 2282</box>
byline-text: ಭೀಮ ವಿಜಯ ನ್ಯೂಸ್ <box>17 252 203 269</box>
story3-caption2: ಕುಂದೂರು ತಿಮ್ಮಯ್ಯನವರಿಗೆ ಕಾಣಿಕೆ ನೀಡಲಾದ ಭಾವಚಿತ್ರದ ಜೊತೆ ನಟರಾಜ್ ಹೊಸ್ತಳ್ಳಿ ಹಾಗೂ ಕುಂದೂರು ತಿಮ್ಮಯ್ಯ <box>294 1446 561 1515</box>
page-number: 02 <box>1430 25 1484 70</box>
